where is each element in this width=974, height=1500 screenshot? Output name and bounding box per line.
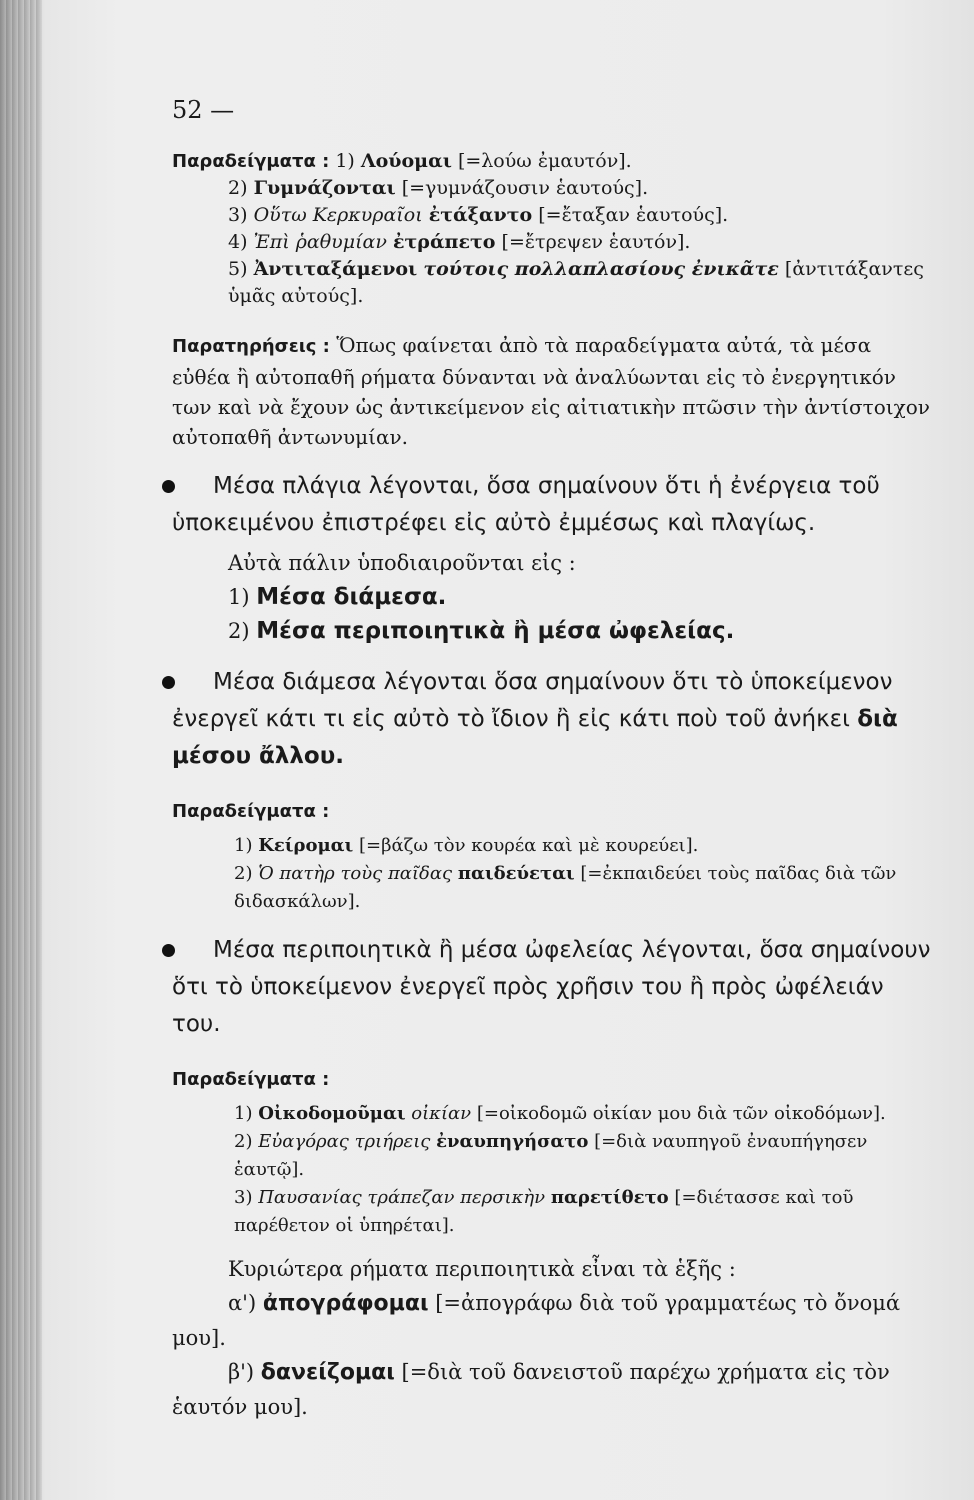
examples-block-2 — [172, 832, 932, 916]
bullet-icon — [162, 944, 175, 957]
example-number: 3) — [228, 204, 248, 226]
main-verb-item — [172, 1355, 932, 1424]
paragraph-diamesa — [172, 664, 932, 775]
example-term: ἐτράπετο — [392, 231, 496, 253]
subdivision-lead: Αὐτὰ πάλιν ὑποδιαιροῦνται εἰς : — [228, 551, 576, 575]
example-gloss: [ἀντιτάξαντες ὑμᾶς αὐτούς]. — [228, 258, 924, 307]
example-number: 1) — [335, 150, 355, 172]
example-row — [172, 175, 932, 202]
examples-block-3 — [172, 1100, 932, 1240]
example-gloss: [=γυμνάζουσιν ἑαυτούς]. — [401, 177, 649, 199]
observations — [172, 330, 932, 452]
example-gloss: [=βάζω τὸν κουρέα καὶ μὲ κουρεύει]. — [358, 835, 699, 856]
paragraph-text: Μέσα περιποιητικὰ ἢ μέσα ὠφελείας λέγονται, ὅσα σημαίνουν ὅτι τὸ ὑποκείμενον ἐνεργεῖ πρὸς χρῆσιν του ἢ πρὸς ὠφέλειάν του. — [172, 937, 931, 1037]
example-number: 5) — [228, 258, 248, 280]
example-number: 1) — [234, 1103, 253, 1124]
example-pre: Παυσανίας τράπεζαν περσικὴν — [258, 1187, 546, 1208]
main-verbs-lead: Κυριώτερα ρήματα περιποιητικὰ εἶναι τὰ ἑξῆς : — [228, 1257, 736, 1281]
main-verb-term: δανείζομαι — [260, 1360, 395, 1385]
example-gloss: [=ἐκπαιδεύει τοὺς παῖδας διὰ τῶν διδασκάλων]. — [234, 863, 897, 912]
examples-label: Παραδείγματα : — [172, 1069, 330, 1090]
example-pre: Ἐπὶ ῥαθυμίαν — [253, 231, 387, 253]
example-row — [172, 1128, 932, 1184]
example-term: ἐναυπηγήσατο — [436, 1131, 589, 1152]
example-row — [172, 229, 932, 256]
subdivision-item — [172, 614, 932, 648]
main-verb-gloss: [=διὰ τοῦ δανειστοῦ παρέχω χρήματα εἰς τὸν ἑαυτόν μου]. — [172, 1360, 890, 1419]
content — [172, 96, 932, 1424]
example-term: Οἰκοδομοῦμαι — [258, 1103, 406, 1124]
example-row — [172, 148, 932, 175]
example-post: οἰκίαν — [411, 1103, 472, 1124]
example-number: 2) — [234, 1131, 253, 1152]
example-term: Λούομαι — [360, 150, 452, 172]
main-verbs-section — [172, 1252, 932, 1424]
main-verb-item — [172, 1286, 932, 1355]
example-row — [172, 1100, 932, 1128]
examples-label: Παραδείγματα : — [172, 151, 330, 172]
subdivision-number: 2) — [228, 619, 250, 643]
example-term: παιδεύεται — [457, 863, 575, 884]
bullet-icon — [162, 676, 175, 689]
example-term: ἐτάξαντο — [428, 204, 533, 226]
main-verb-number: α') — [228, 1291, 257, 1315]
example-gloss: [=διὰ ναυπηγοῦ ἐναυπήγησεν ἑαυτῷ]. — [234, 1131, 868, 1180]
observations-text: Ὅπως φαίνεται ἀπὸ τὰ παραδείγματα αὐτά, τὰ μέσα εὐθέα ἢ αὐτοπαθῆ ρήματα δύνανται νὰ ἀναλύωνται εἰς τὸ ἐνεργητικόν των καὶ νὰ ἔχουν ὡς ἀντικείμενον εἰς αἰτιατικὴν πτῶσιν τὴν ἀντίστοιχον αὐτοπαθῆ ἀντωνυμίαν. — [172, 333, 930, 449]
example-row — [172, 1184, 932, 1240]
subdivision-number: 1) — [228, 585, 250, 609]
example-row — [172, 256, 932, 310]
main-verb-gloss: [=ἀπογράφω διὰ τοῦ γραμματέως τὸ ὄνομά μου]. — [172, 1291, 901, 1350]
bullet-icon — [162, 480, 175, 493]
main-verb-term: ἀπογράφομαι — [262, 1291, 429, 1316]
paragraph-peripoiitika — [172, 932, 932, 1043]
example-number: 2) — [228, 177, 248, 199]
page-edge — [0, 0, 42, 1500]
example-gloss: [=ἔτρεψεν ἑαυτόν]. — [501, 231, 691, 253]
example-gloss: [=λούω ἐμαυτόν]. — [457, 150, 632, 172]
example-term: Κείρομαι — [258, 835, 354, 856]
example-gloss: [=ἔταξαν ἑαυτούς]. — [538, 204, 729, 226]
example-row — [172, 832, 932, 860]
paragraph-text: Μέσα πλάγια λέγονται, ὅσα σημαίνουν ὅτι ἡ ἐνέργεια τοῦ ὑποκειμένου ἐπιστρέφει εἰς αὐτὸ ἐμμέσως καὶ πλαγίως. — [172, 473, 880, 536]
example-term: Ἀντιταξάμενοι — [253, 258, 418, 280]
subdivision-text: Μέσα περιποιητικὰ ἢ μέσα ὠφελείας. — [256, 618, 735, 644]
example-row — [172, 860, 932, 916]
example-row — [172, 202, 932, 229]
example-pre: Εὐαγόρας τριήρεις — [258, 1131, 431, 1152]
example-gloss: [=οἰκοδομῶ οἰκίαν μου διὰ τῶν οἰκοδόμων]. — [476, 1103, 886, 1124]
example-number: 4) — [228, 231, 248, 253]
example-number: 2) — [234, 863, 253, 884]
example-pre: Οὕτω Κερκυραῖοι — [253, 204, 423, 226]
example-pre: Ὁ πατὴρ τοὺς παῖδας — [258, 863, 453, 884]
page-number: 52 — — [172, 96, 235, 124]
example-number: 3) — [234, 1187, 253, 1208]
examples-label: Παραδείγματα : — [172, 801, 330, 822]
observations-label: Παρατηρήσεις : — [172, 336, 330, 357]
paragraph-plagia — [172, 468, 932, 542]
main-verb-number: β') — [228, 1360, 255, 1384]
example-number: 1) — [234, 835, 253, 856]
example-post: τούτοις πολλαπλασίους ἐνικᾶτε — [423, 258, 779, 280]
example-gloss: [=διέτασσε καὶ τοῦ παρέθετον οἱ ὑπηρέται]. — [234, 1187, 854, 1236]
example-term: Γυμνάζονται — [253, 177, 396, 199]
examples-block-1 — [172, 148, 932, 310]
paragraph-text: Μέσα διάμεσα λέγονται ὅσα σημαίνουν ὅτι τὸ ὑποκείμενον ἐνεργεῖ κάτι τι εἰς αὐτὸ τὸ ἴδιον ἢ εἰς κάτι ποὺ τοῦ ἀνήκει — [172, 669, 893, 732]
paragraph-emphasis: διὰ μέσου ἄλλου. — [172, 706, 898, 769]
example-term: παρετίθετο — [550, 1187, 669, 1208]
subdivision-item — [172, 580, 932, 614]
subdivision-text: Μέσα διάμεσα. — [256, 584, 447, 610]
